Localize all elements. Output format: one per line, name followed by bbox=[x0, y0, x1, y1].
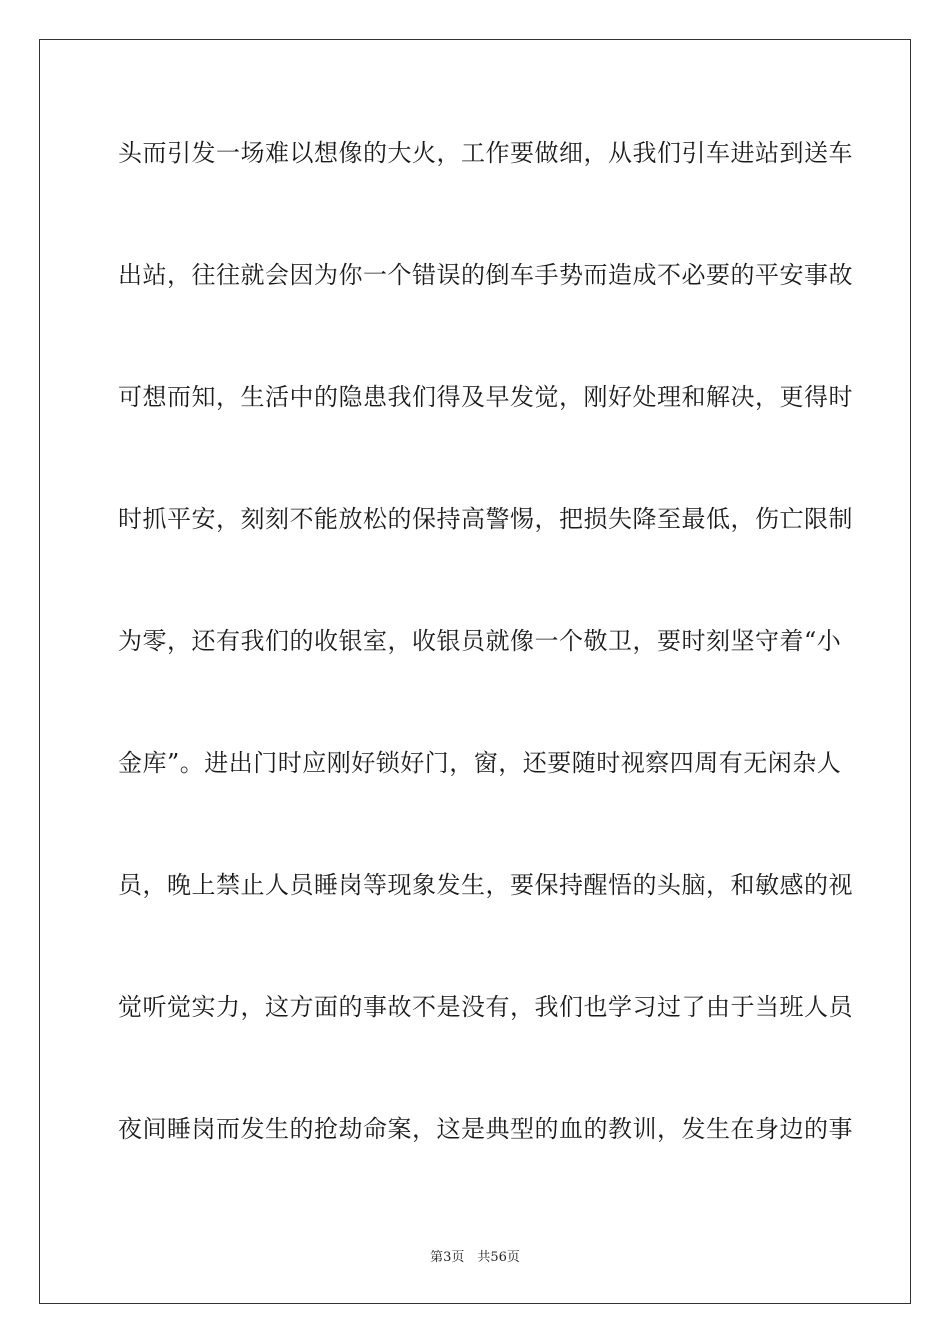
body-text-line: 时抓平安，刻刻不能放松的保持高警惕，把损失降至最低，伤亡限制 bbox=[118, 505, 853, 533]
body-text-line: 可想而知，生活中的隐患我们得及早发觉，刚好处理和解决，更得时 bbox=[118, 383, 853, 411]
page-number-footer: 第3页 共56页 bbox=[430, 1250, 520, 1265]
body-text-line: 员，晚上禁止人员睡岗等现象发生，要保持醒悟的头脑，和敏感的视 bbox=[118, 871, 853, 899]
body-text-line: 为零，还有我们的收银室，收银员就像一个敬卫，要时刻坚守着“小 bbox=[118, 627, 842, 655]
body-text-line: 觉听觉实力，这方面的事故不是没有，我们也学习过了由于当班人员 bbox=[118, 993, 853, 1021]
body-text-line: 出站，往往就会因为你一个错误的倒车手势而造成不必要的平安事故 bbox=[118, 261, 853, 289]
body-text-line: 夜间睡岗而发生的抢劫命案，这是典型的血的教训，发生在身边的事 bbox=[118, 1115, 853, 1143]
body-text-line: 金库”。进出门时应刚好锁好门，窗，还要随时视察四周有无闲杂人 bbox=[118, 749, 842, 777]
body-text-line: 头而引发一场难以想像的大火，工作要做细，从我们引车进站到送车 bbox=[118, 139, 853, 167]
